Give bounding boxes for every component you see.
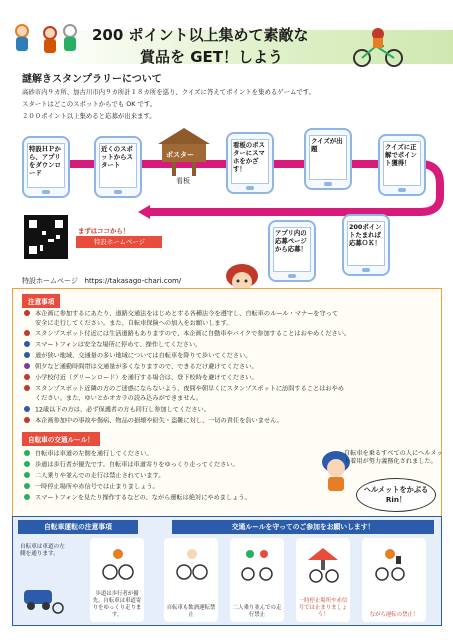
rule-card-1 [90, 538, 144, 622]
speech-bubble: ヘルメットをかぶる Rin！ [356, 478, 436, 512]
left-rule-card [20, 538, 68, 622]
caution-item: ください。また、ゆいとかオカラの読み込みができません。 [35, 395, 203, 402]
car-bicycle-illustration [22, 580, 68, 616]
caution-item: スタンプスポット近隣の方のご迷惑にならないよう、夜間や朝早くにスタンプスポットに訪問することはおやめ [24, 385, 344, 394]
bullet-icon [24, 417, 30, 423]
stop-sign-icon [304, 546, 342, 584]
bullet-icon [24, 494, 30, 500]
rule-item: スマートフォンを見たり操作するなどの、ながら運転は絶対にやめましょう。 [24, 494, 251, 503]
left-panel-title: 自転車運転の注意事項 [18, 520, 138, 534]
intro-line: 高砂市内９カ所、加古川市内９カ所計１８カ所を巡り、クイズに答えてポイントを集めるゲームです。 [22, 88, 316, 96]
caution-item: 12歳以下の方は、必ず保護者の方も同行し参加してください。 [24, 406, 210, 415]
drunk-riding-icon [172, 546, 210, 584]
intro-line: スタートはどこのスポットからでも OK です。 [22, 100, 157, 108]
site-url-link[interactable]: https://takasago-chari.com/ [84, 277, 182, 285]
rule-card-3 [230, 538, 284, 622]
card-caption: 自転車も飲酒運転禁止 [166, 605, 216, 618]
step-text: 看板のポスターにスマホをかざす！ [233, 141, 265, 173]
card-caption: 二人乗り並んでの走行禁止 [232, 605, 282, 618]
step-phone-3 [226, 132, 274, 194]
caution-item: 本企画参加中の事故や傷病、物品の損壊や紛失・盗難に対し、一切の責任を負いません。 [24, 417, 283, 426]
bullet-icon [24, 461, 30, 467]
bullet-icon [24, 385, 30, 391]
bullet-icon [24, 450, 30, 456]
rule-item: 自転車は車道の左側を通行してください。 [24, 450, 153, 459]
caution-item: スマートフォンは安全な場所に停めて、操作してください。 [24, 341, 201, 350]
step-text: クイズに正解でポイント獲得！ [385, 143, 417, 167]
caution-item: 小学校付近（グリーンロード）を通行する場合は、登下校時を避けてください。 [24, 374, 258, 383]
poster-label: ポスター [166, 151, 194, 159]
step-text: 特設ＨＰから、アプリをダウンロード [29, 145, 61, 177]
intro-heading: 謎解きスタンプラリーについて [22, 74, 162, 85]
step-phone-7 [268, 220, 316, 282]
caution-tag: 注意事項 [22, 294, 60, 308]
rule-card-2 [164, 538, 218, 622]
step-text: アプリ内の応募ページから応募！ [275, 229, 307, 253]
special-site-button[interactable]: 特設ホームページ [76, 236, 162, 248]
left-rule-caption: 自転車は車道の左側を通ります。 [20, 544, 65, 557]
phone-while-riding-icon [370, 546, 408, 584]
card-caption: ながら運転の禁止！ [369, 612, 419, 618]
step-phone-2 [94, 136, 142, 198]
step-phone-4 [304, 128, 352, 190]
rule-item: 二人乗りや並んでの走行は禁止されています。 [24, 472, 164, 481]
bullet-icon [24, 352, 30, 358]
caution-item: 本企画に参加するにあたり、道路交通法をはじめとする各種法令を遵守し、自転車のルール・マナーを守って [24, 310, 338, 319]
rules-tag: 自転車の交通ルール！ [22, 432, 100, 446]
step-phone-6 [342, 214, 390, 276]
rule-item: 歩道は歩行者が優先です。自転車は車道寄りをゆっくり走ってください。 [24, 461, 239, 470]
rule-item: 一時停止場所や赤信号では止まりましょう。 [24, 483, 159, 492]
step-phone-1 [22, 136, 70, 198]
site-url-line [22, 276, 181, 286]
bullet-icon [24, 310, 30, 316]
step-text: クイズが出題 [311, 137, 343, 153]
rule-card-5 [362, 538, 426, 622]
caution-item: 安全に走行してください。また、自転車保険への加入をお願いします。 [35, 320, 233, 327]
site-label: 特設ホームページ [22, 277, 78, 285]
page-title-line2: 賞品を GET！しよう [140, 48, 284, 66]
card-caption: 一時停止場所や赤信号では止まりましょう！ [298, 598, 348, 618]
pedestrian-bicycle-icon [98, 546, 136, 584]
qr-code[interactable] [24, 215, 68, 259]
bullet-icon [24, 341, 30, 347]
caution-item: 朝夕など通勤時間帯は交通量が多くなりますので、できるだけ避けてください。 [24, 363, 258, 372]
bullet-icon [24, 406, 30, 412]
caution-item: スタンプスポット付近には生活道路もありますので、本企画に自動車やバイクで参加することはおやめください。 [24, 330, 350, 339]
caution-item: 道が狭い地域、交通量の多い地域については自転車を降りて歩いてください。 [24, 352, 251, 361]
bullet-icon [24, 363, 30, 369]
page-title-line1: 200 ポイント以上集めて素敵な [92, 26, 309, 44]
step-text: 200ポイントたまれば応募ＯＫ！ [349, 223, 382, 247]
bullet-icon [24, 330, 30, 336]
step-text: 近くのスポットからスタート [101, 145, 133, 169]
bullet-icon [24, 374, 30, 380]
rule-card-4 [296, 538, 350, 622]
step-phone-5 [378, 134, 426, 196]
bullet-icon [24, 472, 30, 478]
right-panel-title: 交通ルールを守ってのご参加をお願いします！ [172, 520, 434, 534]
cta-text: まずはココから！ [78, 227, 130, 235]
side-by-side-riding-icon [238, 546, 276, 584]
helmet-note: 自転車を乗るすべての人にヘルメット着用が努力義務化されました。 [344, 450, 443, 465]
intro-line: ２００ポイント以上集めると応募が出来ます。 [22, 112, 156, 120]
bullet-icon [24, 483, 30, 489]
board-label: 看板 [176, 177, 190, 185]
card-caption: 歩道は歩行者が優先。自転車は車道寄りをゆっくり走ります。 [92, 591, 142, 618]
